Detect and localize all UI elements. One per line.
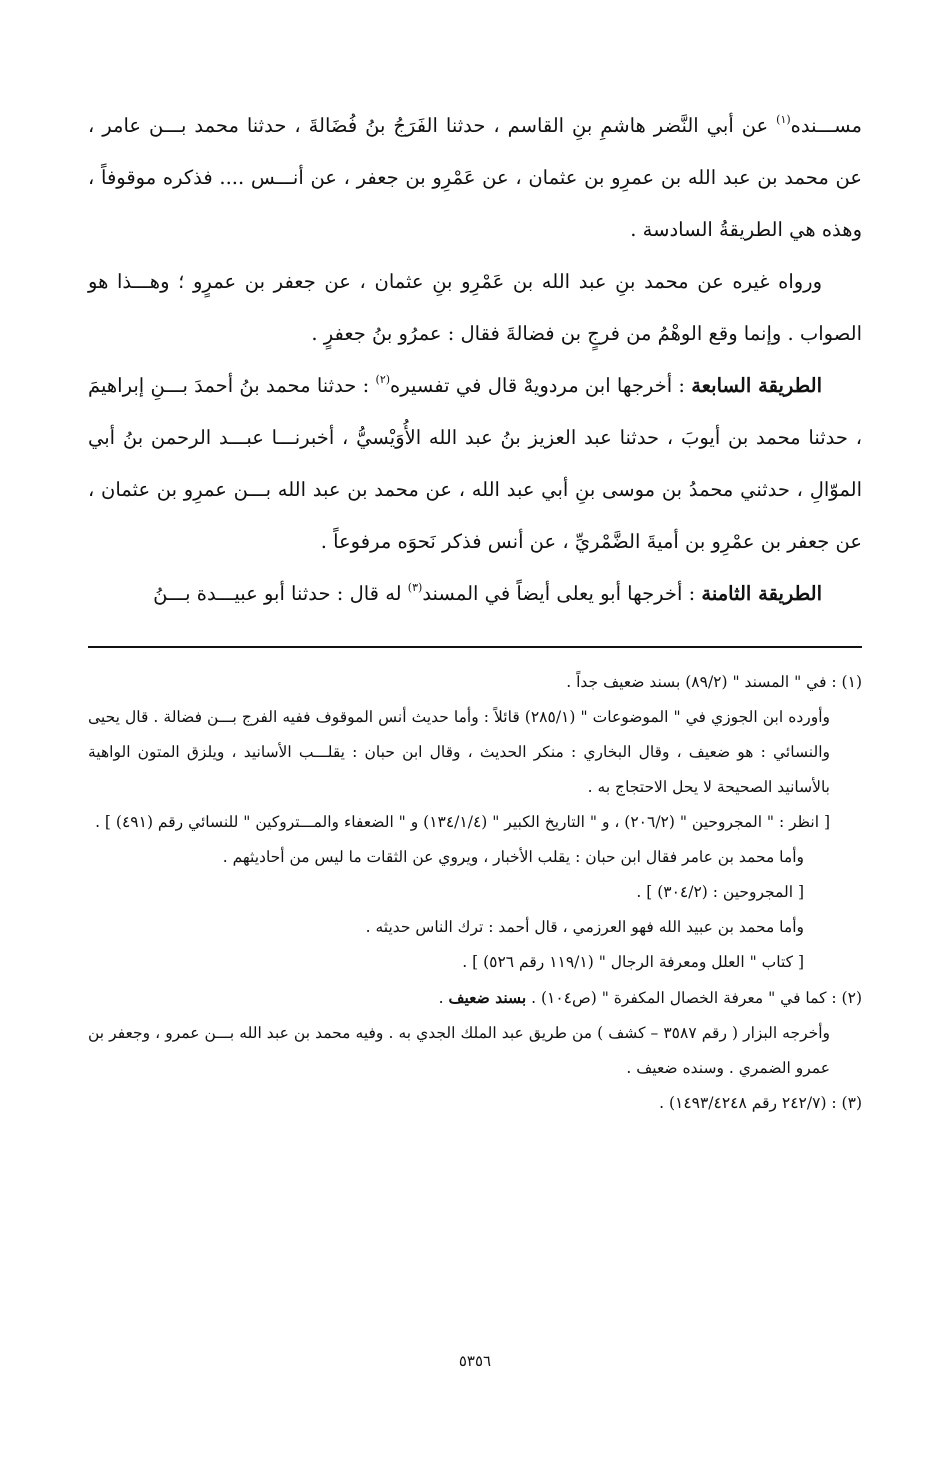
paragraph-2: ورواه غيره عن محمد بنِ عبد الله بن عَمْرِو بنِ عثمان ، عن جعفر بن عمرٍو ؛ وهـــذا هو الصواب . وإنما وقع الوهْمُ من فرجٍ بن فضالةَ فقال : عمرُو بنُ جعفرٍ . — [88, 270, 862, 345]
footnote-1-paragraph-6: وأما محمد بن عبيد الله فهو العرزمي ، قال أحمد : ترك الناس حديثه . — [365, 918, 804, 936]
footnote-1-paragraph-3: [ انظر : " المجروحين " (٢٠٦/٢) ، و " التاريخ الكبير " (١٣٤/١/٤) و " الضعفاء والمـــتروكين " للنسائي رقم (٤٩١) ] . — [95, 813, 830, 831]
paragraph-1-text: عن أبي النَّضر هاشمِ بنِ القاسم ، حدثنا الفَرَجُ بنُ فُضَالةَ ، حدثنا محمد بـــن عامر ، عن محمد بن عبد الله بن عمرِو بن عثمان ، عن عَمْرِو بن جعفر ، عن أنـــس .... فذكره موقوفاً ، وهذه هي الطريقةُ السادسة . — [88, 114, 862, 241]
main-text — [88, 100, 862, 620]
page-number: ٥٣٥٦ — [458, 1352, 492, 1370]
paragraph-4 — [88, 568, 862, 620]
footnote-2-bold: بسند ضعيف — [448, 988, 527, 1007]
paragraph-4-text: له قال : حدثنا أبو عبيـــدة بـــنُ — [153, 582, 408, 605]
footnote-separator — [88, 646, 862, 648]
footnote-1-paragraph-5: [ المجروحين : (٣٠٤/٢) ] . — [636, 883, 804, 901]
footnote-1: (١) : في " المسند " (٨٩/٢) بسند ضعيف جداً . — [566, 673, 862, 691]
paragraph-3-start: : أخرجها ابن مردويهْ قال في تفسيره — [390, 374, 692, 397]
footnote-1-paragraph-2: وأورده ابن الجوزي في " الموضوعات " (٢٨٥/١) قائلاً : وأما حديث أنس الموقوف ففيه الفرج بـــن فضالة . قال يحيى والنسائي : هو ضعيف ، وقال البخاري : منكر الحديث ، وقال ابن حبان : يقلـــب الأسانيد ، ويلزق المتون الواهية بالأسانيد الصحيحة لا يحل الاحتجاج به . — [88, 708, 830, 796]
paragraph-3-text: : حدثنا محمد بنُ أحمدَ بـــنِ إبراهيمَ ، حدثنا محمد بن أيوبَ ، حدثنا عبد العزيز بنُ عبد الله الأُوَيْسيُّ ، أخبرنـــا عبـــد الرحمن بنُ أبي الموّالِ ، حدثني محمدُ بن موسى بنِ أبي عبد الله ، عن محمد بن عبد الله بـــن عمرِو بن عثمان ، عن جعفر بن عمْرِو بن أميةَ الضَّمْريِّ ، عن أنس فذكر نَحوَه مرفوعاً . — [88, 374, 862, 553]
footnote-2 — [88, 980, 862, 1016]
footnotes — [88, 665, 862, 1121]
paragraph-4-start: : أخرجها أبو يعلى أيضاً في المسند — [422, 582, 702, 605]
paragraph-3 — [88, 360, 862, 568]
footnote-2-end: . — [438, 989, 449, 1007]
footnote-ref-2: (٢) — [375, 373, 391, 386]
footnote-ref-1: (١) — [776, 113, 791, 126]
footnote-2-paragraph-2: وأخرجه البزار ( رقم ٣٥٨٧ – كشف ) من طريق عبد الملك الجدي به . وفيه محمد بن عبد الله بـــن عمرو ، وجعفر بن عمرو الضمري . وسنده ضعيف . — [88, 1024, 830, 1077]
method-eight-label: الطريقة الثامنة — [701, 582, 822, 605]
footnote-3: (٣) : (٢٤٢/٧ رقم ١٤٩٣/٤٢٤٨) . — [659, 1094, 862, 1112]
paragraph-1 — [88, 100, 862, 256]
footnote-2-text: (٢) : كما في " معرفة الخصال المكفرة " (ص١٠٤) . — [526, 989, 862, 1007]
footnote-ref-3: (٣) — [407, 581, 423, 594]
paragraph-1-start: مســـنده — [790, 114, 862, 137]
method-seven-label: الطريقة السابعة — [691, 374, 823, 397]
footnote-1-paragraph-7: [ كتاب " العلل ومعرفة الرجال " (١١٩/١ رقم ٥٢٦) ] . — [462, 953, 804, 971]
footnote-1-paragraph-4: وأما محمد بن عامر فقال ابن حبان : يقلب الأخبار ، ويروي عن الثقات ما ليس من أحاديثهم . — [222, 848, 804, 866]
